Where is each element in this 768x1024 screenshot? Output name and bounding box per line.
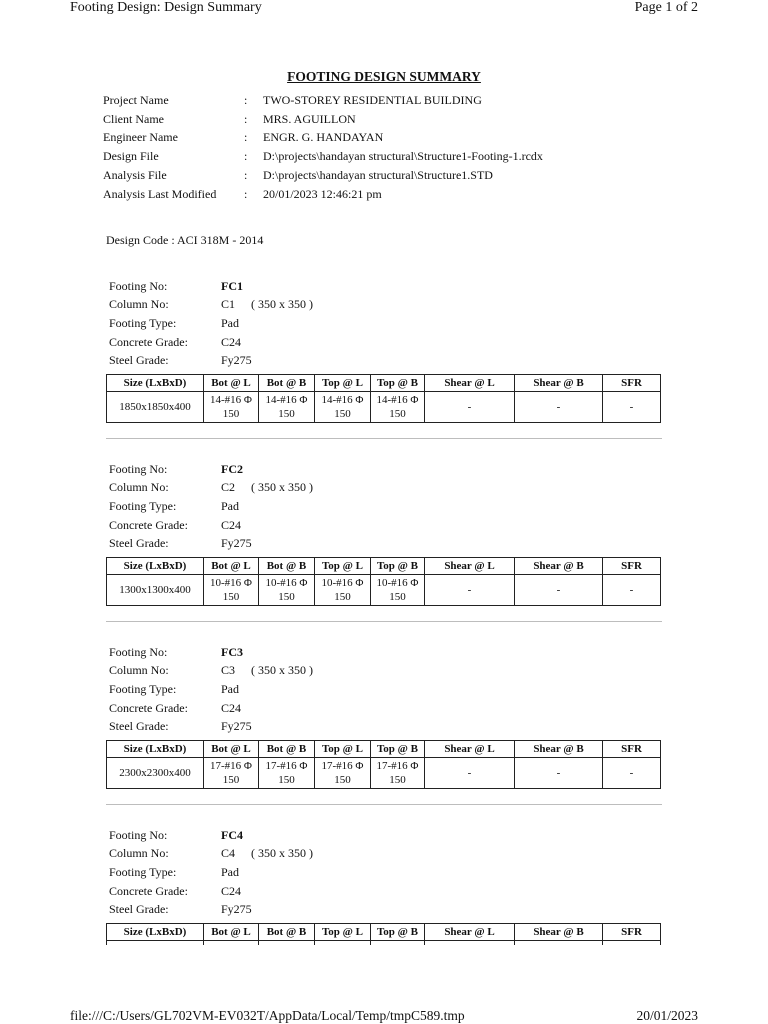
steel-grade-label: Steel Grade: bbox=[109, 536, 169, 551]
shear-b-cell: - bbox=[515, 575, 603, 606]
column-header: Bot @ B bbox=[259, 741, 315, 758]
project-info-value: MRS. AGUILLON bbox=[263, 111, 356, 126]
column-dims: ( 350 x 350 ) bbox=[251, 663, 314, 678]
sfr-cell: - bbox=[603, 758, 661, 789]
footing-type-value: Pad bbox=[221, 498, 239, 513]
shear-l-cell: - bbox=[425, 758, 515, 789]
shear-l-cell: - bbox=[425, 575, 515, 606]
concrete-grade-label: Concrete Grade: bbox=[109, 517, 188, 532]
project-info-value: D:\projects\handayan structural\Structure1-Footing-1.rcdx bbox=[263, 149, 543, 164]
size-cell: 1300x1300x400 bbox=[107, 575, 204, 606]
bar-cell bbox=[204, 392, 259, 423]
project-info-row bbox=[103, 185, 543, 204]
steel-grade-value: Fy275 bbox=[221, 902, 252, 917]
project-info-separator: : bbox=[244, 186, 248, 201]
sfr-cell: - bbox=[603, 392, 661, 423]
table-row bbox=[107, 575, 661, 606]
bar-cell bbox=[315, 575, 371, 606]
column-header: Bot @ B bbox=[259, 558, 315, 575]
column-header: Top @ L bbox=[315, 741, 371, 758]
section-divider bbox=[106, 804, 662, 805]
footing-info bbox=[109, 277, 313, 370]
bar-spacing: 150 bbox=[389, 774, 406, 786]
column-dims: ( 350 x 350 ) bbox=[251, 846, 314, 861]
bar-spec: 10-#16 Φ bbox=[321, 577, 364, 589]
bar-cell bbox=[371, 758, 425, 789]
print-date: 20/01/2023 bbox=[636, 1008, 698, 1023]
column-header: Shear @ B bbox=[515, 924, 603, 941]
column-header: Shear @ B bbox=[515, 558, 603, 575]
sfr-cell: - bbox=[603, 575, 661, 606]
column-header: Bot @ L bbox=[204, 558, 259, 575]
bar-spec: 17-#16 Φ bbox=[376, 760, 419, 772]
bar-cell bbox=[259, 758, 315, 789]
project-info-row bbox=[103, 110, 543, 129]
footing-type-label: Footing Type: bbox=[109, 681, 177, 696]
table-row bbox=[107, 392, 661, 423]
column-header: Shear @ B bbox=[515, 375, 603, 392]
project-info-separator: : bbox=[244, 149, 248, 164]
steel-grade-value: Fy275 bbox=[221, 719, 252, 734]
section-divider bbox=[106, 438, 662, 439]
steel-grade-label: Steel Grade: bbox=[109, 902, 169, 917]
shear-l-cell: - bbox=[425, 392, 515, 423]
bar-cell bbox=[204, 758, 259, 789]
size-cell: 2300x2300x400 bbox=[107, 758, 204, 789]
steel-grade-label: Steel Grade: bbox=[109, 353, 169, 368]
project-info-label: Engineer Name bbox=[103, 130, 178, 145]
project-info-value: 20/01/2023 12:46:21 pm bbox=[263, 186, 382, 201]
footing-results-table bbox=[106, 740, 661, 789]
concrete-grade-value: C24 bbox=[221, 700, 242, 715]
bar-spec: 17-#16 Φ bbox=[321, 760, 364, 772]
column-header: Shear @ B bbox=[515, 741, 603, 758]
bar-spec: 17-#16 Φ bbox=[210, 760, 252, 772]
footing-no-value: FC1 bbox=[221, 278, 243, 293]
column-no-value: C1 bbox=[221, 297, 236, 312]
footing-results-table bbox=[106, 557, 661, 606]
column-dims: ( 350 x 350 ) bbox=[251, 297, 314, 312]
table-row bbox=[107, 758, 661, 789]
column-header: Bot @ B bbox=[259, 375, 315, 392]
bar-spacing: 150 bbox=[278, 774, 295, 786]
bar-spacing: 150 bbox=[222, 774, 240, 786]
size-cell: 1850x1850x400 bbox=[107, 392, 204, 423]
project-info-value: ENGR. G. HANDAYAN bbox=[263, 130, 384, 145]
footing-type-value: Pad bbox=[221, 864, 239, 879]
concrete-grade-label: Concrete Grade: bbox=[109, 700, 188, 715]
footing-no-label: Footing No: bbox=[109, 461, 168, 476]
bar-spec: 10-#16 Φ bbox=[210, 577, 252, 589]
table-header-row bbox=[107, 741, 661, 758]
footing-no-label: Footing No: bbox=[109, 644, 168, 659]
footing-type-value: Pad bbox=[221, 681, 239, 696]
bar-spec: 14-#16 Φ bbox=[321, 394, 364, 406]
footing-type-value: Pad bbox=[221, 315, 239, 330]
table-header-row bbox=[107, 924, 661, 941]
column-header: Top @ B bbox=[371, 558, 425, 575]
footing-type-label: Footing Type: bbox=[109, 498, 177, 513]
column-header: Top @ L bbox=[315, 558, 371, 575]
project-info-label: Analysis Last Modified bbox=[103, 186, 217, 201]
project-info-separator: : bbox=[244, 92, 248, 107]
column-dims: ( 350 x 350 ) bbox=[251, 480, 314, 495]
bar-cell bbox=[315, 758, 371, 789]
file-path: file:///C:/Users/GL702VM-EV032T/AppData/Local/Temp/tmpC589.tmp bbox=[70, 1008, 465, 1023]
column-no-label: Column No: bbox=[109, 663, 169, 678]
column-no-label: Column No: bbox=[109, 480, 169, 495]
design-code: Design Code : ACI 318M - 2014 bbox=[106, 233, 264, 247]
bar-spacing: 150 bbox=[278, 591, 295, 603]
column-no-value: C2 bbox=[221, 480, 236, 495]
bar-spec: 10-#16 Φ bbox=[265, 577, 308, 589]
column-header: SFR bbox=[603, 741, 661, 758]
bar-cell bbox=[315, 392, 371, 423]
bar-spec: 14-#16 Φ bbox=[265, 394, 308, 406]
project-info-label: Project Name bbox=[103, 92, 169, 107]
project-info-separator: : bbox=[244, 168, 248, 183]
bar-cell bbox=[371, 392, 425, 423]
bar-spacing: 150 bbox=[389, 591, 406, 603]
page-header-title: Footing Design: Design Summary bbox=[70, 0, 262, 15]
project-info-row bbox=[103, 91, 543, 110]
column-header: Bot @ B bbox=[259, 924, 315, 941]
steel-grade-value: Fy275 bbox=[221, 353, 252, 368]
table-header-row bbox=[107, 375, 661, 392]
steel-grade-value: Fy275 bbox=[221, 536, 252, 551]
footing-no-label: Footing No: bbox=[109, 278, 168, 293]
project-info-value: TWO-STOREY RESIDENTIAL BUILDING bbox=[263, 92, 482, 107]
column-no-value: C4 bbox=[221, 846, 236, 861]
column-header: SFR bbox=[603, 924, 661, 941]
footing-info bbox=[109, 460, 313, 553]
project-info-row bbox=[103, 147, 543, 166]
project-info-row bbox=[103, 166, 543, 185]
column-header: Shear @ L bbox=[425, 924, 515, 941]
column-header: Bot @ L bbox=[204, 375, 259, 392]
concrete-grade-value: C24 bbox=[221, 883, 242, 898]
bar-spec: 17-#16 Φ bbox=[265, 760, 308, 772]
bar-spec: 10-#16 Φ bbox=[376, 577, 419, 589]
project-info-label: Client Name bbox=[103, 111, 164, 126]
project-info-value: D:\projects\handayan structural\Structure1.STD bbox=[263, 168, 493, 183]
bar-spacing: 150 bbox=[334, 591, 351, 603]
column-header: Shear @ L bbox=[425, 375, 515, 392]
footing-info bbox=[109, 643, 313, 736]
bar-cell bbox=[259, 575, 315, 606]
column-header: Size (LxBxD) bbox=[107, 741, 204, 758]
bar-cell bbox=[371, 575, 425, 606]
bar-cell bbox=[259, 392, 315, 423]
column-header: SFR bbox=[603, 558, 661, 575]
footing-no-value: FC2 bbox=[221, 461, 243, 476]
column-header: SFR bbox=[603, 375, 661, 392]
bar-cell bbox=[204, 575, 259, 606]
concrete-grade-value: C24 bbox=[221, 334, 242, 349]
column-header: Top @ L bbox=[315, 375, 371, 392]
bar-spec: 14-#16 Φ bbox=[210, 394, 252, 406]
table-header-row bbox=[107, 558, 661, 575]
concrete-grade-label: Concrete Grade: bbox=[109, 334, 188, 349]
footing-results-table bbox=[106, 923, 661, 945]
column-header: Top @ B bbox=[371, 924, 425, 941]
footing-type-label: Footing Type: bbox=[109, 315, 177, 330]
footing-no-label: Footing No: bbox=[109, 827, 168, 842]
project-info-separator: : bbox=[244, 130, 248, 145]
column-header: Size (LxBxD) bbox=[107, 558, 204, 575]
column-no-value: C3 bbox=[221, 663, 236, 678]
column-header: Top @ L bbox=[315, 924, 371, 941]
column-header: Shear @ L bbox=[425, 741, 515, 758]
footing-type-label: Footing Type: bbox=[109, 864, 177, 879]
shear-b-cell: - bbox=[515, 392, 603, 423]
bar-spacing: 150 bbox=[222, 408, 240, 420]
concrete-grade-value: C24 bbox=[221, 517, 242, 532]
bar-spacing: 150 bbox=[278, 408, 295, 420]
column-no-label: Column No: bbox=[109, 846, 169, 861]
project-info-table bbox=[103, 91, 543, 204]
bar-spec: 14-#16 Φ bbox=[376, 394, 419, 406]
column-header: Bot @ L bbox=[204, 924, 259, 941]
page-number: Page 1 of 2 bbox=[634, 0, 698, 15]
footing-no-value: FC3 bbox=[221, 644, 243, 659]
footing-no-value: FC4 bbox=[221, 827, 243, 842]
shear-b-cell: - bbox=[515, 758, 603, 789]
section-divider bbox=[106, 621, 662, 622]
bar-spacing: 150 bbox=[334, 774, 351, 786]
column-header: Bot @ L bbox=[204, 741, 259, 758]
footing-info bbox=[109, 826, 313, 919]
project-info-separator: : bbox=[244, 111, 248, 126]
column-header: Size (LxBxD) bbox=[107, 924, 204, 941]
steel-grade-label: Steel Grade: bbox=[109, 719, 169, 734]
column-header: Shear @ L bbox=[425, 558, 515, 575]
bar-spacing: 150 bbox=[222, 591, 240, 603]
table-row-cut bbox=[107, 941, 661, 946]
column-header: Top @ B bbox=[371, 375, 425, 392]
project-info-label: Analysis File bbox=[103, 168, 167, 183]
bar-spacing: 150 bbox=[334, 408, 351, 420]
project-info-row bbox=[103, 129, 543, 148]
footing-results-table bbox=[106, 374, 661, 423]
column-no-label: Column No: bbox=[109, 297, 169, 312]
bar-spacing: 150 bbox=[389, 408, 406, 420]
column-header: Size (LxBxD) bbox=[107, 375, 204, 392]
document-title: FOOTING DESIGN SUMMARY bbox=[287, 69, 481, 84]
column-header: Top @ B bbox=[371, 741, 425, 758]
concrete-grade-label: Concrete Grade: bbox=[109, 883, 188, 898]
project-info-label: Design File bbox=[103, 149, 159, 164]
